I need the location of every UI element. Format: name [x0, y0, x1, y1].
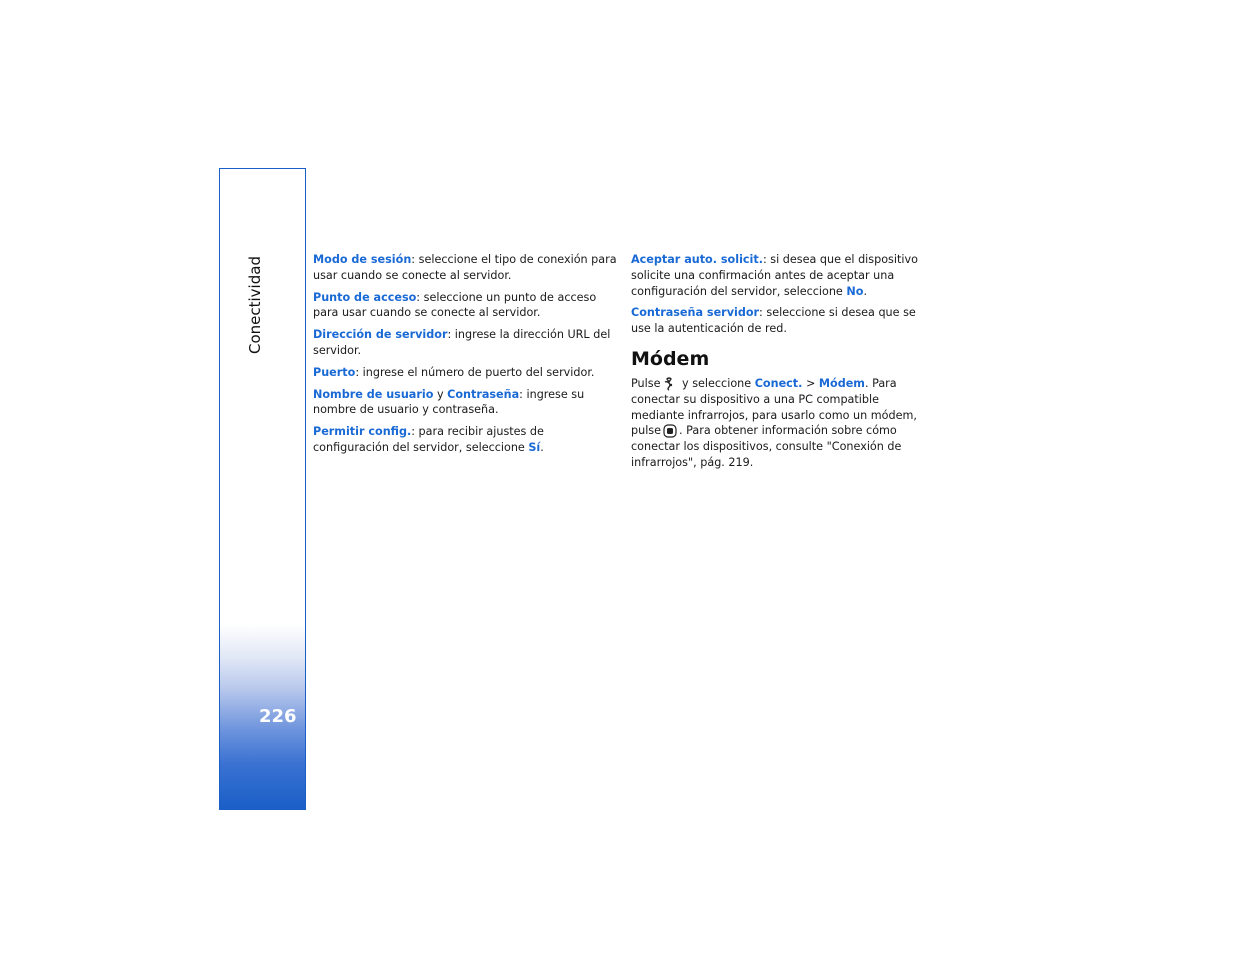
modem-text-3: > — [802, 376, 819, 390]
desc-access-point: : seleccione un punto de acceso para usar cuando se conecte al servidor. — [313, 290, 597, 320]
modem-text-4: . Para conectar su dispositivo a una PC compatible mediante infrarrojos, para usarlo como un módem, pulse — [631, 376, 917, 438]
paragraph-port — [313, 365, 619, 381]
period: . — [540, 440, 544, 454]
modem-text-1: Pulse — [631, 376, 661, 390]
modem-text-2: y seleccione — [678, 376, 755, 390]
term-modem: Módem — [818, 376, 865, 390]
term-password: Contraseña — [447, 387, 520, 401]
term-connect: Conect. — [754, 376, 803, 390]
joystick-press-icon — [663, 424, 677, 438]
desc-server-password: : seleccione si desea que se use la autenticación de red. — [631, 306, 916, 336]
paragraph-access-point — [313, 290, 619, 322]
left-column — [313, 252, 619, 462]
paragraph-session-mode — [313, 252, 619, 284]
value-no: No — [846, 284, 864, 298]
term-auto-accept: Aceptar auto. solicit. — [631, 253, 763, 266]
desc-allow-config: : para recibir ajustes de configuración del servidor, seleccione — [313, 425, 544, 454]
desc-session-mode: : seleccione el tipo de conexión para usar cuando se conecte al servidor. — [313, 253, 617, 282]
desc-credentials: : ingrese su nombre de usuario y contraseña. — [313, 387, 585, 417]
period: . — [863, 284, 867, 298]
menu-key-icon — [662, 377, 676, 391]
paragraph-server-password — [631, 305, 933, 337]
term-server-password: Contraseña servidor — [631, 306, 760, 320]
term-server-address: Dirección de servidor — [313, 328, 448, 342]
paragraph-allow-config — [313, 424, 619, 456]
value-yes: Sí — [528, 440, 541, 454]
term-username: Nombre de usuario — [313, 387, 434, 401]
modem-text-5: . Para obtener información sobre cómo conectar los dispositivos, consulte "Conexión de infrarrojos", pág. 219. — [631, 424, 902, 469]
joiner-text: y — [433, 387, 448, 401]
paragraph-server-address — [313, 327, 619, 359]
desc-server-address: : ingrese la dirección URL del servidor. — [313, 328, 611, 357]
term-allow-config: Permitir config. — [313, 425, 412, 439]
desc-auto-accept: : si desea que el dispositivo solicite una confirmación antes de aceptar una configuración del servidor, seleccione — [631, 253, 918, 298]
section-heading-modem: Módem — [631, 347, 710, 370]
section-title: Conectividad — [246, 256, 264, 354]
term-access-point: Punto de acceso — [313, 290, 417, 304]
right-column — [631, 252, 933, 477]
page-number: 226 — [259, 706, 297, 727]
paragraph-credentials — [313, 387, 619, 419]
term-port: Puerto — [313, 365, 356, 379]
paragraph-auto-accept — [631, 252, 933, 299]
paragraph-modem — [631, 376, 933, 471]
term-session-mode: Modo de sesión — [313, 253, 412, 266]
desc-port: : ingrese el número de puerto del servidor. — [355, 365, 595, 379]
